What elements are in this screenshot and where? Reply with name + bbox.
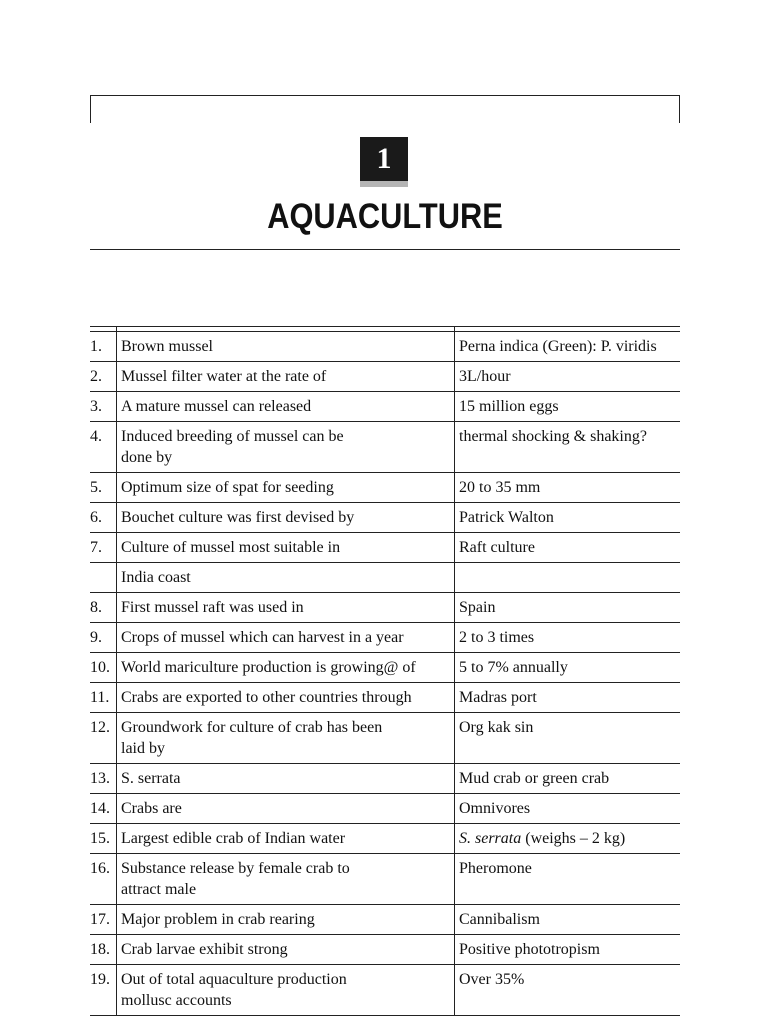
- answer-cell: [455, 824, 681, 854]
- row-number: 3.: [90, 392, 117, 422]
- table-row: [90, 683, 680, 713]
- question-cell: [117, 533, 455, 563]
- question-cell: [117, 473, 455, 503]
- answer-cell: [455, 713, 681, 764]
- question-text: Crab larvae exhibit strong: [121, 941, 288, 958]
- table-row: [90, 503, 680, 533]
- chapter-title: AQUACULTURE: [267, 197, 503, 236]
- question-text-continued: mollusc accounts: [121, 992, 232, 1009]
- question-cell: [117, 392, 455, 422]
- row-number: 2.: [90, 362, 117, 392]
- row-number: 11.: [90, 683, 117, 713]
- chapter-number-shadow: [360, 181, 408, 187]
- chapter-number: 1: [360, 137, 408, 181]
- answer-text: Mud crab or green crab: [459, 770, 610, 787]
- answer-cell: [455, 422, 681, 473]
- answer-text: Org kak sin: [459, 719, 534, 736]
- question-cell: [117, 503, 455, 533]
- row-number: 7.: [90, 533, 117, 563]
- answer-text: Spain: [459, 599, 496, 616]
- answer-text: Raft culture: [459, 539, 535, 556]
- answer-cell: [455, 503, 681, 533]
- answer-text: Omnivores: [459, 800, 531, 817]
- table-row: [90, 764, 680, 794]
- table-row: [90, 563, 680, 593]
- table-row: [90, 653, 680, 683]
- question-cell: [117, 965, 455, 1016]
- question-cell: [117, 563, 455, 593]
- question-text: Out of total aquaculture production: [121, 971, 347, 988]
- table-row: [90, 422, 680, 473]
- row-number: 8.: [90, 593, 117, 623]
- question-cell: [117, 764, 455, 794]
- table-row: [90, 623, 680, 653]
- title-divider: [90, 249, 680, 250]
- table-row: [90, 854, 680, 905]
- question-cell: [117, 683, 455, 713]
- answer-cell: [455, 683, 681, 713]
- answer-text: Cannibalism: [459, 911, 540, 928]
- question-text: Mussel filter water at the rate of: [121, 368, 327, 385]
- question-cell: [117, 593, 455, 623]
- table-row: [90, 593, 680, 623]
- table-row: [90, 794, 680, 824]
- answer-cell: [455, 392, 681, 422]
- question-text: Crabs are: [121, 800, 182, 817]
- row-number: 1.: [90, 332, 117, 362]
- question-cell: [117, 623, 455, 653]
- answer-cell: [455, 563, 681, 593]
- page-header-frame: [90, 95, 680, 123]
- answer-text: thermal shocking & shaking?: [459, 428, 647, 445]
- question-cell: [117, 332, 455, 362]
- row-number: 14.: [90, 794, 117, 824]
- question-text: First mussel raft was used in: [121, 599, 304, 616]
- answer-cell: [455, 905, 681, 935]
- question-cell: [117, 713, 455, 764]
- answer-cell: [455, 764, 681, 794]
- row-number: 19.: [90, 965, 117, 1016]
- table-row: [90, 473, 680, 503]
- question-text: Culture of mussel most suitable in: [121, 539, 341, 556]
- question-cell: [117, 905, 455, 935]
- row-number: 13.: [90, 764, 117, 794]
- answer-text: 3L/hour: [459, 368, 511, 385]
- question-cell: [117, 422, 455, 473]
- question-text-continued: attract male: [121, 881, 197, 898]
- answer-cell: [455, 332, 681, 362]
- question-cell: [117, 362, 455, 392]
- question-text: Substance release by female crab to: [121, 860, 350, 877]
- answer-text: Positive phototropism: [459, 941, 600, 958]
- answer-text: Madras port: [459, 689, 537, 706]
- table-row: [90, 713, 680, 764]
- question-text: Induced breeding of mussel can be: [121, 428, 344, 445]
- row-number: 18.: [90, 935, 117, 965]
- answer-cell: [455, 653, 681, 683]
- answer-text: 15 million eggs: [459, 398, 559, 415]
- question-text: Crabs are exported to other countries through: [121, 689, 412, 706]
- question-text: S. serrata: [121, 770, 181, 787]
- question-text: Largest edible crab of Indian water: [121, 830, 346, 847]
- answer-text: (weighs – 2 kg): [521, 830, 626, 847]
- row-number: 9.: [90, 623, 117, 653]
- table-row: [90, 362, 680, 392]
- table-row: [90, 905, 680, 935]
- row-number: 16.: [90, 854, 117, 905]
- answer-text: 2 to 3 times: [459, 629, 535, 646]
- question-text: World mariculture production is growing@ of: [121, 659, 416, 676]
- question-text: Crops of mussel which can harvest in a year: [121, 629, 404, 646]
- row-number: 15.: [90, 824, 117, 854]
- row-number: 5.: [90, 473, 117, 503]
- question-cell: [117, 653, 455, 683]
- answer-cell: [455, 794, 681, 824]
- table-row: [90, 824, 680, 854]
- question-cell: [117, 794, 455, 824]
- question-answer-table: [90, 326, 680, 1016]
- table-row: [90, 392, 680, 422]
- answer-cell: [455, 593, 681, 623]
- answer-italic-text: S. serrata: [459, 830, 522, 847]
- question-cell: [117, 935, 455, 965]
- question-text: Bouchet culture was first devised by: [121, 509, 355, 526]
- answer-text: Over 35%: [459, 971, 525, 988]
- answer-cell: [455, 935, 681, 965]
- row-number: 17.: [90, 905, 117, 935]
- question-cell: [117, 854, 455, 905]
- question-text: Groundwork for culture of crab has been: [121, 719, 383, 736]
- answer-cell: [455, 623, 681, 653]
- answer-cell: [455, 965, 681, 1016]
- row-number: 4.: [90, 422, 117, 473]
- row-number: 12.: [90, 713, 117, 764]
- question-cell: [117, 824, 455, 854]
- question-text-continued: done by: [121, 449, 173, 466]
- answer-cell: [455, 473, 681, 503]
- answer-cell: [455, 362, 681, 392]
- table-row: [90, 332, 680, 362]
- table-row: [90, 533, 680, 563]
- answer-text: Pheromone: [459, 860, 532, 877]
- chapter-number-badge: [360, 137, 408, 187]
- question-text: India coast: [121, 569, 191, 586]
- answer-cell: [455, 854, 681, 905]
- row-number: 6.: [90, 503, 117, 533]
- answer-text: 5 to 7% annually: [459, 659, 568, 676]
- question-text-continued: laid by: [121, 740, 165, 757]
- answer-text: 20 to 35 mm: [459, 479, 541, 496]
- row-number: 10.: [90, 653, 117, 683]
- answer-text: Perna indica (Green): P. viridis: [459, 338, 657, 355]
- table-row: [90, 965, 680, 1016]
- table-row: [90, 935, 680, 965]
- question-text: Major problem in crab rearing: [121, 911, 315, 928]
- question-text: Optimum size of spat for seeding: [121, 479, 334, 496]
- answer-text: Patrick Walton: [459, 509, 554, 526]
- question-text: A mature mussel can released: [121, 398, 312, 415]
- row-number: [90, 563, 117, 593]
- question-text: Brown mussel: [121, 338, 213, 355]
- answer-cell: [455, 533, 681, 563]
